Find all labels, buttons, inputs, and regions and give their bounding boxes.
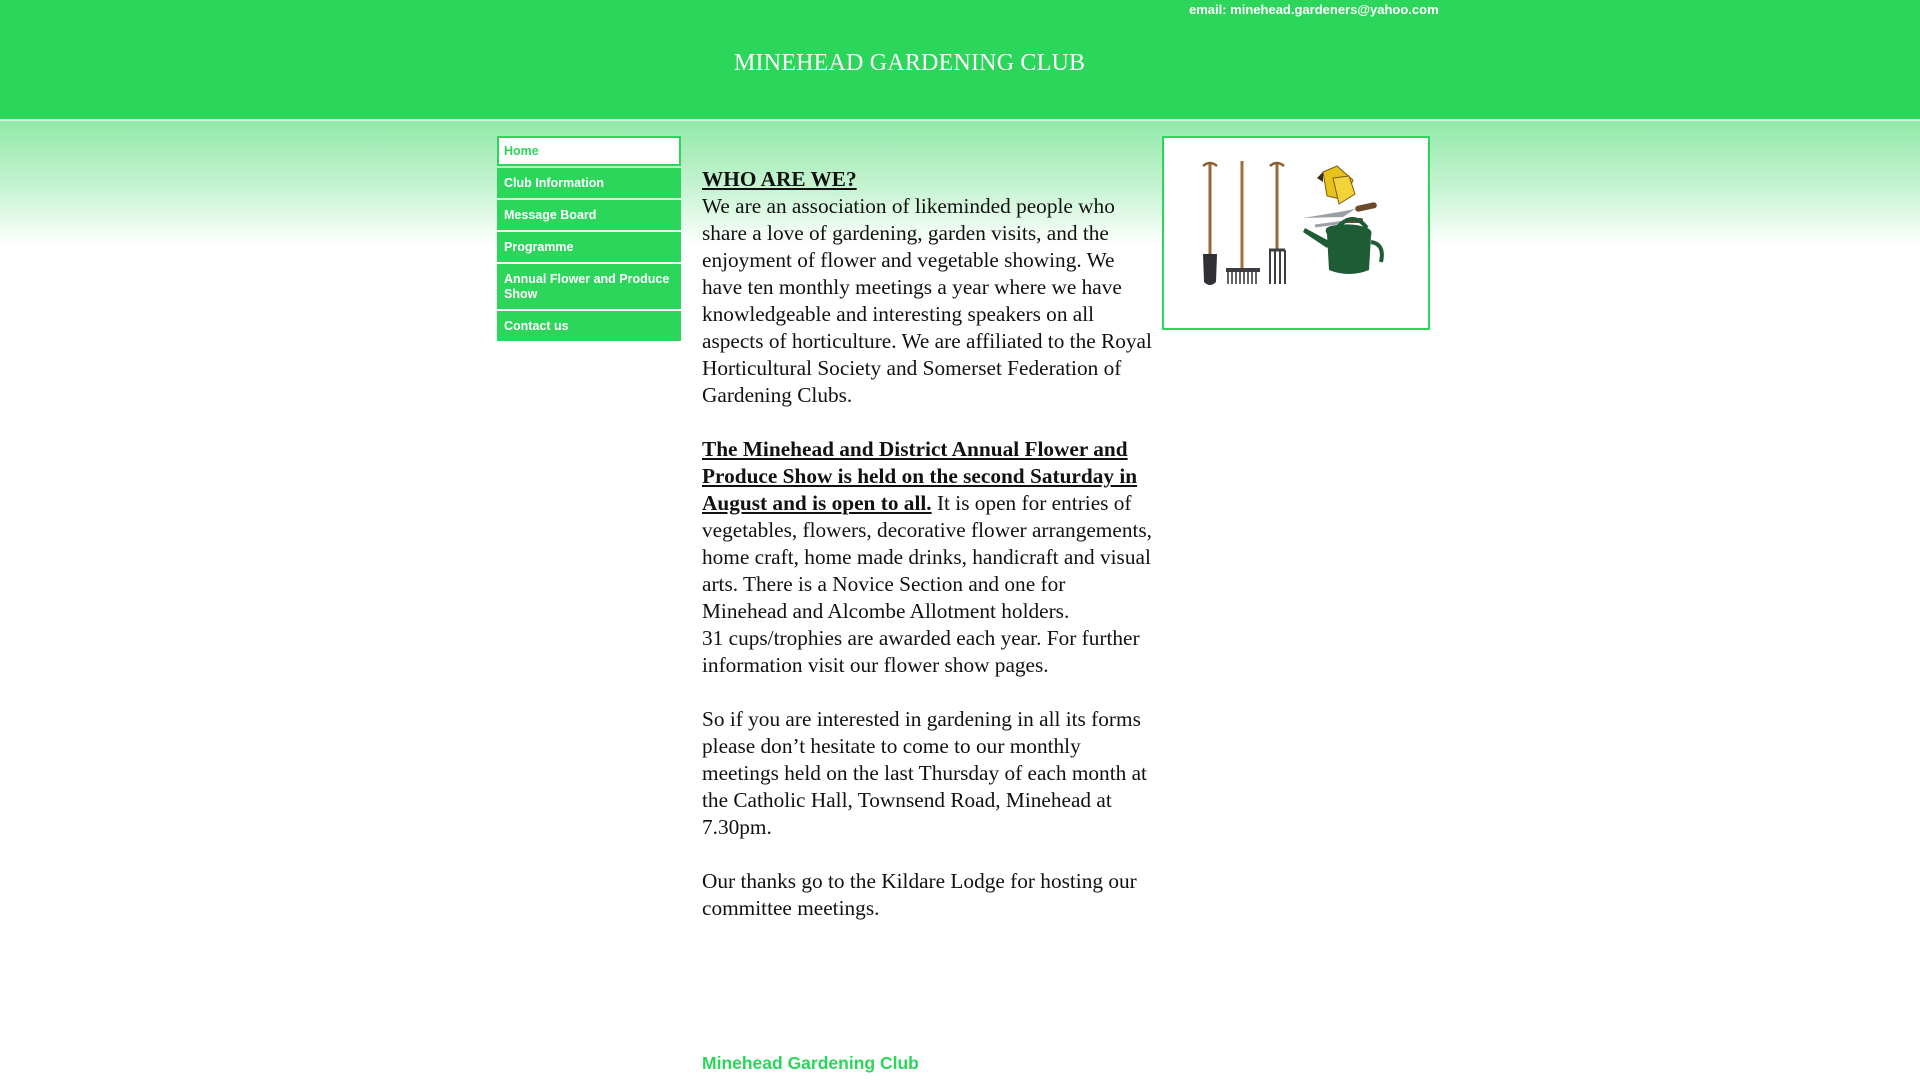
nav-item-contact-us[interactable]: Contact us (497, 311, 681, 341)
garden-tools-image (1195, 158, 1395, 298)
gloves-icon (1317, 166, 1355, 204)
footer-club-name: Minehead Gardening Club (702, 1053, 919, 1073)
nav-item-home[interactable]: Home (497, 136, 681, 166)
spade-icon (1203, 163, 1217, 285)
garden-tools-image-frame (1162, 136, 1430, 330)
show-text: It is open for entries of vegetables, flowers, decorative flower arrangements, home craft, home made drinks, handicraft and visual arts. There is a Novice Section and one for Minehead and Alcombe Allotment holders. (702, 491, 1152, 623)
watering-can-icon (1303, 219, 1382, 274)
nav-item-club-information[interactable]: Club Information (497, 168, 681, 198)
show-heading: The Minehead and District Annual Flower and Produce Show is held on the second Saturday in August and is open to all. (702, 437, 1138, 515)
nav-item-programme[interactable]: Programme (497, 232, 681, 262)
fork-icon (1269, 163, 1285, 284)
main-content (702, 166, 1152, 922)
thanks-paragraph: Our thanks go to the Kildare Lodge for hosting our committee meetings. (702, 869, 1137, 920)
site-title: MINEHEAD GARDENING CLUB (734, 50, 1086, 76)
nav-item-message-board[interactable]: Message Board (497, 200, 681, 230)
nav-item-annual-flower-show[interactable]: Annual Flower and Produce Show (497, 264, 681, 309)
meetings-paragraph: So if you are interested in gardening in all its forms please don’t hesitate to come to our monthly meetings held on the last Thursday of each month at the Catholic Hall, Townsend Road, Minehead at 7.30pm. (702, 707, 1147, 839)
rake-icon (1226, 161, 1260, 284)
show-paragraph (702, 436, 1152, 625)
intro-paragraph: We are an association of likeminded people who share a love of gardening, garden visits, and the enjoyment of flower and vegetable showing. We have ten monthly meetings a year where we have knowledgeable and interesting speakers on all aspects of horticulture. We are affiliated to the Royal Horticultural Society and Somerset Federation of Gardening Clubs. (702, 194, 1152, 407)
header-email[interactable]: email: minehead.gardeners@yahoo.com (1189, 2, 1439, 17)
page-heading: WHO ARE WE? (702, 167, 857, 191)
main-nav (497, 136, 682, 343)
cups-paragraph: 31 cups/trophies are awarded each year. For further information visit our flower show pages. (702, 626, 1140, 677)
